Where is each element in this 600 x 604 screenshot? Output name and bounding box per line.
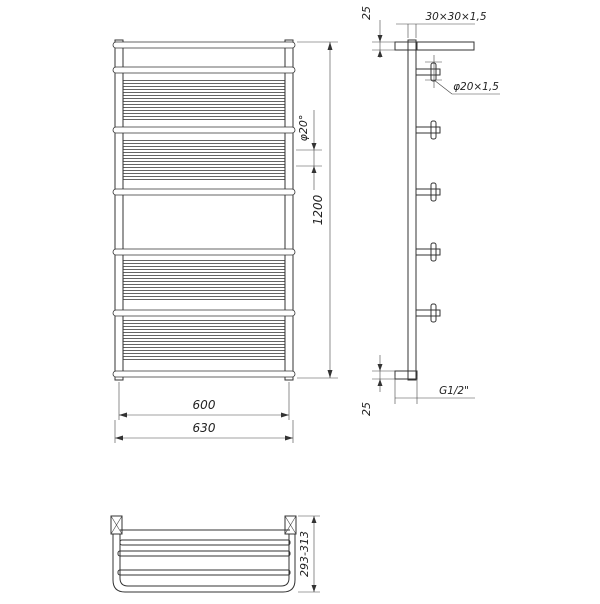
thin-crossbar-27 [123,351,285,354]
thin-crossbar-14 [123,177,285,180]
right-rail [285,40,293,380]
tube-label: φ20×1,5 [453,81,499,93]
side-view [360,6,500,416]
top-shelf-arm [416,42,474,50]
shelf-bar-3 [118,570,290,575]
thin-crossbar-23 [123,327,285,330]
rail-spacing-label: 600 [192,398,216,412]
left-rail [115,40,123,380]
thin-crossbar-20 [123,291,285,294]
depth-label: 293-313 [298,531,311,577]
thin-crossbar-18 [123,279,285,282]
thin-crossbar-22 [123,321,285,324]
thin-crossbar-16 [123,267,285,270]
thin-crossbar-10 [123,153,285,156]
thread-dimension [395,376,475,404]
profile-dimension [396,11,487,38]
thin-crossbar-26 [123,345,285,348]
overall-width-label: 630 [192,421,216,435]
bottom-connector [395,371,417,379]
side-stubs-group [416,63,440,322]
main-crossbar-7 [113,371,295,377]
thin-crossbar-13 [123,171,285,174]
side-stub-1 [416,63,440,81]
thin-crossbar-17 [123,273,285,276]
side-stub-3 [416,183,440,201]
top-offset-label: 25 [360,6,373,20]
main-crossbar-3 [113,127,295,133]
thread-label: G1/2" [439,385,469,397]
thin-crossbar-3 [123,93,285,96]
thin-crossbar-8 [123,141,285,144]
thin-crossbar-24 [123,333,285,336]
side-stub-5 [416,304,440,322]
width-dimensions [115,382,293,443]
main-crossbar-5 [113,249,295,255]
thin-crossbar-7 [123,117,285,120]
main-crossbar-1 [113,42,295,48]
shelf-frame [113,534,295,592]
thin-crossbar-5 [123,105,285,108]
profile-label: 30×30×1,5 [425,11,487,23]
main-crossbar-6 [113,310,295,316]
crossbars-group [113,42,295,377]
thin-crossbar-19 [123,285,285,288]
side-profile [408,40,416,380]
tube-diameter-dimension [296,110,322,190]
tube-diameter-label: φ20° [297,114,310,142]
main-crossbar-2 [113,67,295,73]
thin-crossbar-11 [123,159,285,162]
top-view [111,516,320,592]
shelf-bar-1 [120,540,290,545]
height-label: 1200 [311,194,325,226]
bottom-offset-label: 25 [360,402,373,416]
height-dimension [297,42,338,378]
bottom-offset-dimension [360,355,395,416]
front-view [113,40,338,443]
thin-crossbar-4 [123,99,285,102]
top-connector [395,42,417,50]
thin-crossbar-12 [123,165,285,168]
thin-crossbar-21 [123,297,285,300]
depth-dimension [298,516,320,592]
shelf-bar-2 [118,551,290,556]
thin-crossbar-6 [123,111,285,114]
main-crossbar-4 [113,189,295,195]
side-stub-4 [416,243,440,261]
side-stub-2 [416,121,440,139]
thin-crossbar-28 [123,357,285,360]
thin-crossbar-9 [123,147,285,150]
thin-crossbar-1 [123,81,285,84]
thin-crossbar-15 [123,261,285,264]
thin-crossbar-25 [123,339,285,342]
thin-crossbar-2 [123,87,285,90]
